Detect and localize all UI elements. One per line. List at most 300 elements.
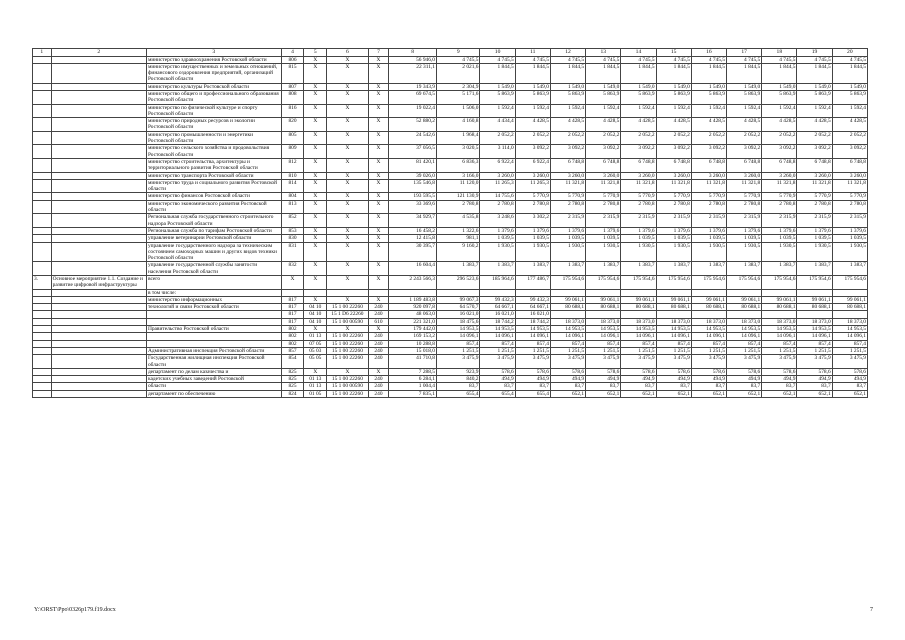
value-cell: 240 xyxy=(368,355,389,369)
value-cell: Х xyxy=(368,368,389,375)
value-cell: 175 954,6 xyxy=(797,276,832,290)
value-cell: 824 xyxy=(281,390,304,397)
value-cell xyxy=(621,289,656,296)
value-cell: 14 953,5 xyxy=(691,326,726,333)
column-number-cell: 10 xyxy=(480,49,515,57)
value-cell: Х xyxy=(368,172,389,179)
value-cell: 812 xyxy=(281,158,304,172)
measure-cell xyxy=(51,383,146,390)
value-cell: 1 549,0 xyxy=(797,83,832,90)
value-cell: 578,6 xyxy=(656,368,691,375)
value-cell xyxy=(832,311,867,318)
value-cell: 1 549,0 xyxy=(727,83,762,90)
measure-cell xyxy=(33,83,52,90)
value-cell: 15 1 00 22260 xyxy=(327,340,368,347)
value-cell: 1 004,4 xyxy=(389,383,437,390)
value-cell xyxy=(762,289,797,296)
table-row xyxy=(33,318,868,325)
table-row xyxy=(33,118,868,132)
value-cell: 1 592,4 xyxy=(691,104,726,118)
value-cell: 802 xyxy=(281,340,304,347)
table-row xyxy=(33,200,868,214)
value-cell: 18 373,0 xyxy=(656,318,691,325)
value-cell: 3 092,2 xyxy=(762,145,797,159)
value-cell: 185 964,6 xyxy=(480,276,515,290)
value-cell: 494,9 xyxy=(621,376,656,383)
table-row xyxy=(33,262,868,276)
value-cell: 99 061,1 xyxy=(621,296,656,303)
value-cell: 6 748,8 xyxy=(727,158,762,172)
table-row xyxy=(33,145,868,159)
value-cell: 1 592,4 xyxy=(586,104,621,118)
value-cell: Х xyxy=(327,83,368,90)
value-cell xyxy=(586,289,621,296)
value-cell: 2 780,8 xyxy=(691,200,726,214)
value-cell: Х xyxy=(368,145,389,159)
value-cell: Х xyxy=(304,235,327,242)
table-row xyxy=(33,340,868,347)
measure-cell xyxy=(51,235,146,242)
executor-cell: министерство транспорта Ростовской области xyxy=(146,172,281,179)
value-cell: 2 315,9 xyxy=(762,214,797,228)
value-cell xyxy=(762,311,797,318)
value-cell: 121 130,9 xyxy=(436,193,480,200)
value-cell: 4 428,5 xyxy=(550,118,585,132)
value-cell: 14 953,5 xyxy=(480,326,515,333)
measure-cell xyxy=(33,56,52,63)
value-cell: 2 780,8 xyxy=(621,200,656,214)
value-cell: 1 039,5 xyxy=(762,235,797,242)
value-cell: 83,7 xyxy=(762,383,797,390)
value-cell: Х xyxy=(304,200,327,214)
page-number: 7 xyxy=(870,607,873,613)
value-cell xyxy=(436,289,480,296)
value-cell: 3 475,9 xyxy=(691,355,726,369)
value-cell: 494,9 xyxy=(586,376,621,383)
value-cell: 3 020,5 xyxy=(436,145,480,159)
value-cell: 11 321,8 xyxy=(656,179,691,193)
measure-cell xyxy=(51,347,146,354)
measure-cell xyxy=(51,242,146,262)
value-cell: 1 549,0 xyxy=(515,83,550,90)
value-cell: 6 748,8 xyxy=(691,158,726,172)
measure-cell xyxy=(51,368,146,375)
value-cell: 2 315,9 xyxy=(727,214,762,228)
measure-cell xyxy=(33,296,52,303)
value-cell: 18 373,0 xyxy=(621,318,656,325)
value-cell: 4 745,5 xyxy=(691,56,726,63)
value-cell: 11 265,3 xyxy=(515,179,550,193)
table-row xyxy=(33,347,868,354)
value-cell: 2 243 566,3 xyxy=(389,276,437,290)
executor-cell: области xyxy=(146,383,281,390)
measure-cell xyxy=(51,83,146,90)
value-cell: Х xyxy=(368,179,389,193)
value-cell: 135 546,8 xyxy=(389,179,437,193)
value-cell: 1 549,0 xyxy=(480,83,515,90)
value-cell: 1 930,5 xyxy=(691,242,726,262)
value-cell: 1 379,6 xyxy=(480,227,515,234)
value-cell: 10 288,8 xyxy=(389,340,437,347)
value-cell: 494,9 xyxy=(727,376,762,383)
value-cell: 825 xyxy=(281,376,304,383)
value-cell: 1 251,5 xyxy=(515,347,550,354)
value-cell: 01 13 xyxy=(304,376,327,383)
measure-cell xyxy=(51,333,146,340)
value-cell: 41 710,8 xyxy=(389,355,437,369)
value-cell: 1 549,0 xyxy=(656,83,691,90)
value-cell: 18 744,2 xyxy=(480,318,515,325)
value-cell: Х xyxy=(368,227,389,234)
value-cell: Х xyxy=(368,118,389,132)
measure-cell xyxy=(51,131,146,145)
measure-cell xyxy=(51,90,146,104)
value-cell: 5 863,9 xyxy=(832,90,867,104)
value-cell: 83,7 xyxy=(586,383,621,390)
value-cell: 1 039,5 xyxy=(727,235,762,242)
value-cell: 1 189 483,8 xyxy=(389,296,437,303)
value-cell: 817 xyxy=(281,318,304,325)
value-cell: 83,7 xyxy=(480,383,515,390)
value-cell: 4 428,5 xyxy=(727,118,762,132)
table-row xyxy=(33,235,868,242)
executor-cell: министерство по физической культуре и спорту Ростовской области xyxy=(146,104,281,118)
value-cell: 816 xyxy=(281,104,304,118)
value-cell: 578,6 xyxy=(762,368,797,375)
value-cell: 3 475,9 xyxy=(436,355,480,369)
value-cell: Х xyxy=(281,276,304,290)
value-cell: 2 052,2 xyxy=(832,131,867,145)
value-cell: 1 379,6 xyxy=(797,227,832,234)
value-cell: 2 052,2 xyxy=(621,131,656,145)
column-number-cell: 19 xyxy=(797,49,832,57)
value-cell: 14 953,5 xyxy=(797,326,832,333)
measure-cell xyxy=(33,340,52,347)
value-cell: 5 770,9 xyxy=(691,193,726,200)
value-cell: 01 13 xyxy=(304,333,327,340)
value-cell: 2 315,9 xyxy=(621,214,656,228)
value-cell: 99 061,1 xyxy=(832,296,867,303)
value-cell: 3 092,2 xyxy=(586,145,621,159)
value-cell: Х xyxy=(327,326,368,333)
value-cell: 2 052,2 xyxy=(691,131,726,145)
value-cell: 652,1 xyxy=(586,390,621,397)
value-cell: 6 748,8 xyxy=(550,158,585,172)
table-row xyxy=(33,227,868,234)
value-cell: 1 930,5 xyxy=(656,242,691,262)
value-cell: 14 096,1 xyxy=(727,333,762,340)
value-cell: 240 xyxy=(368,304,389,311)
measure-cell xyxy=(33,193,52,200)
value-cell: 2 780,8 xyxy=(762,200,797,214)
executor-cell: Региональная служба государственного строительного надзора Ростовской области xyxy=(146,214,281,228)
value-cell: 1 039,5 xyxy=(515,235,550,242)
value-cell: 1 844,5 xyxy=(480,63,515,83)
value-cell: 652,1 xyxy=(656,390,691,397)
value-cell: Х xyxy=(327,56,368,63)
measure-cell xyxy=(51,296,146,303)
value-cell: 2 052,2 xyxy=(797,131,832,145)
value-cell: 39 026,0 xyxy=(389,172,437,179)
value-cell: 99 061,1 xyxy=(727,296,762,303)
table-row xyxy=(33,158,868,172)
value-cell: 11 321,8 xyxy=(762,179,797,193)
value-cell: 5 770,9 xyxy=(656,193,691,200)
value-cell: 652,1 xyxy=(762,390,797,397)
value-cell: 2 780,8 xyxy=(480,200,515,214)
value-cell: 6 748,8 xyxy=(621,158,656,172)
value-cell: 1 930,5 xyxy=(586,242,621,262)
value-cell: 1 844,5 xyxy=(727,63,762,83)
value-cell: 831 xyxy=(281,242,304,262)
value-cell: 1 383,7 xyxy=(586,262,621,276)
value-cell: 5 863,9 xyxy=(480,90,515,104)
value-cell: Х xyxy=(327,179,368,193)
value-cell: 1 039,5 xyxy=(691,235,726,242)
value-cell: 18 373,0 xyxy=(550,318,585,325)
table-row xyxy=(33,368,868,375)
executor-cell: министерство общего и профессионального образования Ростовской области xyxy=(146,90,281,104)
value-cell: 1 383,7 xyxy=(832,262,867,276)
table-row xyxy=(33,390,868,397)
measure-cell xyxy=(33,326,52,333)
value-cell: 6 748,8 xyxy=(762,158,797,172)
value-cell: Х xyxy=(327,158,368,172)
column-number-cell: 20 xyxy=(832,49,867,57)
value-cell: 4 745,5 xyxy=(550,56,585,63)
value-cell: 3 092,2 xyxy=(656,145,691,159)
value-cell: 05 03 xyxy=(304,347,327,354)
value-cell: 175 954,6 xyxy=(621,276,656,290)
value-cell: 652,1 xyxy=(727,390,762,397)
value-cell: 3 475,9 xyxy=(656,355,691,369)
value-cell: 2 052,2 xyxy=(656,131,691,145)
value-cell: 04 10 xyxy=(304,311,327,318)
value-cell: 854 xyxy=(281,355,304,369)
value-cell: 34 929,7 xyxy=(389,214,437,228)
value-cell: 1 039,5 xyxy=(480,235,515,242)
measure-cell xyxy=(33,383,52,390)
value-cell: 240 xyxy=(368,347,389,354)
value-cell: 24 542,6 xyxy=(389,131,437,145)
value-cell: 64 570,7 xyxy=(436,304,480,311)
value-cell xyxy=(327,289,368,296)
value-cell: 817 xyxy=(281,311,304,318)
value-cell: 1 844,5 xyxy=(797,63,832,83)
measure-cell xyxy=(51,262,146,276)
value-cell: 83,7 xyxy=(656,383,691,390)
value-cell: 3 260,0 xyxy=(691,172,726,179)
value-cell: 80 688,1 xyxy=(832,304,867,311)
value-cell: 1 844,5 xyxy=(515,63,550,83)
executor-cell: министерство культуры Ростовской области xyxy=(146,83,281,90)
measure-cell: Основное мероприятие 1.1. Создание и развитие цифровой инфраструктуры xyxy=(51,276,146,290)
measure-cell xyxy=(51,304,146,311)
value-cell: 2 315,9 xyxy=(797,214,832,228)
value-cell: 3 092,2 xyxy=(727,145,762,159)
table-row xyxy=(33,383,868,390)
value-cell: 4 535,8 xyxy=(436,214,480,228)
value-cell: 14 096,1 xyxy=(656,333,691,340)
value-cell: 296 523,6 xyxy=(436,276,480,290)
value-cell: 809 xyxy=(281,145,304,159)
value-cell: Х xyxy=(304,179,327,193)
value-cell: Х xyxy=(368,296,389,303)
value-cell: 2 780,8 xyxy=(515,200,550,214)
value-cell: 920 097,8 xyxy=(389,304,437,311)
value-cell: 4 428,5 xyxy=(586,118,621,132)
value-cell: Х xyxy=(304,227,327,234)
column-number-cell: 1 xyxy=(33,49,52,57)
measure-cell xyxy=(33,235,52,242)
value-cell: 1 251,5 xyxy=(621,347,656,354)
value-cell: 3 475,9 xyxy=(480,355,515,369)
value-cell: 1 383,7 xyxy=(550,262,585,276)
value-cell: Х xyxy=(304,63,327,83)
executor-cell: управление ветеринарии Ростовской области xyxy=(146,235,281,242)
value-cell: 3 260,0 xyxy=(515,172,550,179)
value-cell: 18 373,0 xyxy=(797,318,832,325)
value-cell: 853 xyxy=(281,227,304,234)
value-cell: 494,9 xyxy=(691,376,726,383)
value-cell: 3 475,9 xyxy=(832,355,867,369)
value-cell xyxy=(304,289,327,296)
measure-cell xyxy=(51,200,146,214)
value-cell: 11 321,8 xyxy=(797,179,832,193)
value-cell: 175 954,6 xyxy=(762,276,797,290)
value-cell: 494,9 xyxy=(515,376,550,383)
value-cell: Х xyxy=(368,262,389,276)
value-cell: 6 748,8 xyxy=(832,158,867,172)
value-cell: 14 953,5 xyxy=(656,326,691,333)
value-cell: Х xyxy=(304,56,327,63)
value-cell: 5 770,9 xyxy=(762,193,797,200)
executor-cell: Региональная служба по тарифам Ростовской области xyxy=(146,227,281,234)
measure-cell xyxy=(51,104,146,118)
value-cell: 805 xyxy=(281,131,304,145)
column-number-cell: 7 xyxy=(368,49,389,57)
value-cell: 1 379,6 xyxy=(586,227,621,234)
value-cell: 240 xyxy=(368,376,389,383)
executor-cell xyxy=(146,340,281,347)
measure-cell xyxy=(51,158,146,172)
value-cell: 652,1 xyxy=(797,390,832,397)
value-cell: Х xyxy=(304,145,327,159)
value-cell: Х xyxy=(304,104,327,118)
value-cell: 4 428,5 xyxy=(762,118,797,132)
value-cell: Х xyxy=(327,145,368,159)
value-cell: 4 428,5 xyxy=(797,118,832,132)
value-cell: 05 05 xyxy=(304,355,327,369)
value-cell: 1 379,6 xyxy=(727,227,762,234)
executor-cell: Административная инспекция Ростовской области xyxy=(146,347,281,354)
value-cell: 494,9 xyxy=(656,376,691,383)
value-cell: 4 745,5 xyxy=(656,56,691,63)
value-cell: 1 251,5 xyxy=(480,347,515,354)
value-cell: 652,1 xyxy=(832,390,867,397)
value-cell: 07 05 xyxy=(304,340,327,347)
value-cell: 04 10 xyxy=(304,318,327,325)
column-number-cell: 4 xyxy=(281,49,304,57)
value-cell: 5 770,9 xyxy=(621,193,656,200)
value-cell: 5 863,9 xyxy=(797,90,832,104)
value-cell: 179 442,0 xyxy=(389,326,437,333)
value-cell: 3 475,9 xyxy=(797,355,832,369)
value-cell: 80 688,1 xyxy=(762,304,797,311)
value-cell: 813 xyxy=(281,200,304,214)
value-cell: 1 039,5 xyxy=(550,235,585,242)
value-cell: 5 863,9 xyxy=(550,90,585,104)
value-cell: 1 844,5 xyxy=(656,63,691,83)
document-path: Y:\ORST\Ppo\0326p179.f19.docx xyxy=(34,607,116,613)
value-cell: 2 315,9 xyxy=(691,214,726,228)
value-cell: 815 xyxy=(281,63,304,83)
value-cell: 2 315,9 xyxy=(656,214,691,228)
value-cell: 56 946,0 xyxy=(389,56,437,63)
measure-cell xyxy=(51,390,146,397)
measure-cell xyxy=(33,262,52,276)
value-cell: 177 486,7 xyxy=(515,276,550,290)
value-cell: Х xyxy=(304,83,327,90)
value-cell: 1 251,5 xyxy=(656,347,691,354)
measure-cell: 3. xyxy=(33,276,52,290)
value-cell: 1 251,5 xyxy=(586,347,621,354)
value-cell: 857,4 xyxy=(480,340,515,347)
executor-cell: департамент по обеспечению xyxy=(146,390,281,397)
value-cell: 2 780,8 xyxy=(586,200,621,214)
value-cell: 5 770,9 xyxy=(515,193,550,200)
value-cell: 578,6 xyxy=(691,368,726,375)
value-cell: 14 096,1 xyxy=(832,333,867,340)
value-cell: 4 428,5 xyxy=(832,118,867,132)
value-cell: 1 039,5 xyxy=(832,235,867,242)
value-cell: 99 432,3 xyxy=(515,296,550,303)
value-cell: 15 1 00 22260 xyxy=(327,333,368,340)
value-cell: 3 260,0 xyxy=(550,172,585,179)
value-cell: 11 321,8 xyxy=(727,179,762,193)
table-row xyxy=(33,56,868,63)
value-cell: 578,6 xyxy=(515,368,550,375)
value-cell: 1 322,6 xyxy=(436,227,480,234)
value-cell: 817 xyxy=(281,296,304,303)
executor-cell: министерство природных ресурсов и экологии Ростовской области xyxy=(146,118,281,132)
value-cell: 3 475,9 xyxy=(550,355,585,369)
table-row xyxy=(33,289,868,296)
value-cell: 2 780,8 xyxy=(797,200,832,214)
value-cell: 4 428,5 xyxy=(656,118,691,132)
measure-cell xyxy=(51,340,146,347)
value-cell: 4 434,4 xyxy=(480,118,515,132)
table-row xyxy=(33,333,868,340)
value-cell: 2 780,8 xyxy=(550,200,585,214)
value-cell: 64 667,1 xyxy=(480,304,515,311)
value-cell: 1 930,5 xyxy=(797,242,832,262)
value-cell: 1 592,4 xyxy=(550,104,585,118)
table-row xyxy=(33,179,868,193)
value-cell: 04 10 xyxy=(304,304,327,311)
measure-cell xyxy=(51,56,146,63)
value-cell: 1 251,5 xyxy=(550,347,585,354)
value-cell: 48 063,0 xyxy=(389,311,437,318)
value-cell xyxy=(832,289,867,296)
value-cell: 169 153,2 xyxy=(389,333,437,340)
value-cell: 1 506,0 xyxy=(436,104,480,118)
value-cell: 14 755,6 xyxy=(480,193,515,200)
value-cell: Х xyxy=(304,172,327,179)
value-cell: 3 260,0 xyxy=(480,172,515,179)
table-row xyxy=(33,355,868,369)
value-cell: 3 260,0 xyxy=(656,172,691,179)
